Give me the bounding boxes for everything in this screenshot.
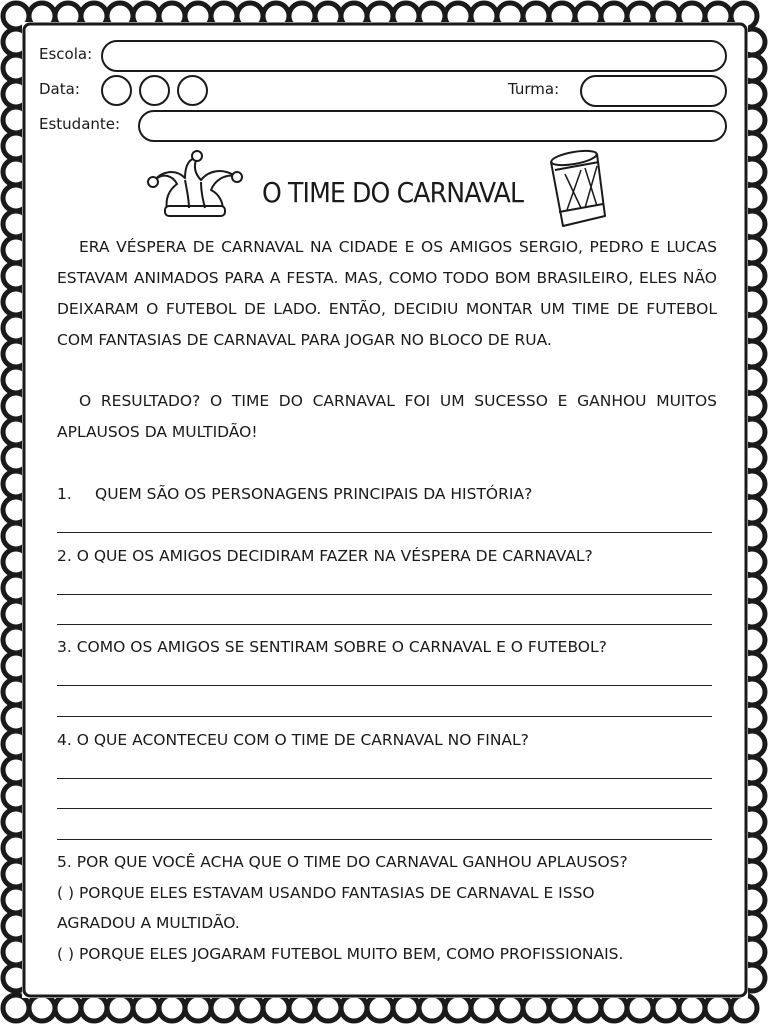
answer-line[interactable] (57, 808, 712, 809)
student-input[interactable] (138, 110, 727, 142)
border-scallop (289, 995, 315, 1021)
border-scallop (3, 995, 29, 1021)
student-label: Estudante: (39, 115, 121, 133)
story-paragraph-2: O RESULTADO? O TIME DO CARNAVAL FOI UM SUCESSO E GANHOU MUITOS APLAUSOS DA MULTIDÃO! (57, 392, 717, 441)
date-month-circle[interactable] (139, 75, 170, 106)
answer-line[interactable] (57, 716, 712, 717)
border-scallop (705, 995, 731, 1021)
border-scallop (419, 995, 445, 1021)
border-scallop (367, 995, 393, 1021)
school-input[interactable] (101, 40, 727, 72)
date-label: Data: (39, 80, 80, 98)
class-input[interactable] (580, 75, 727, 107)
date-day-circle[interactable] (101, 75, 132, 106)
border-scallop (601, 995, 627, 1021)
border-scallop (549, 995, 575, 1021)
question-5-option-1[interactable]: ( ) PORQUE ELES ESTAVAM USANDO FANTASIAS DE CARNAVAL E ISSO (57, 884, 595, 902)
border-scallop (731, 995, 757, 1021)
jester-hat-icon (145, 150, 245, 218)
question-3: 3. COMO OS AMIGOS SE SENTIRAM SOBRE O CARNAVAL E O FUTEBOL? (57, 638, 607, 656)
border-scallop (263, 995, 289, 1021)
border-scallop (315, 995, 341, 1021)
answer-line[interactable] (57, 685, 712, 686)
border-scallop (81, 995, 107, 1021)
question-1-number: 1. (57, 485, 72, 503)
answer-line[interactable] (57, 839, 712, 840)
border-scallop (471, 995, 497, 1021)
drum-icon (545, 148, 611, 230)
question-5-option-1-continued: AGRADOU A MULTIDÃO. (57, 914, 240, 932)
border-scallop (133, 995, 159, 1021)
story-paragraph-1: ERA VÉSPERA DE CARNAVAL NA CIDADE E OS AMIGOS SERGIO, PEDRO E LUCAS ESTAVAM ANIMADOS PARA A FESTA. MAS, COMO TODO BOM BRASILEIRO, ELES NÃO DEIXARAM O FUTEBOL DE LADO. ENTÃO, DECIDIU MONTAR UM TIME DE FUTEBOL COM FANTASIAS DE CARNAVAL PARA JOGAR NO BLOCO DE RUA. (57, 238, 717, 349)
answer-line[interactable] (57, 532, 712, 533)
border-scallop (159, 995, 185, 1021)
border-scallop (523, 995, 549, 1021)
date-year-circle[interactable] (177, 75, 208, 106)
border-scallop (211, 995, 237, 1021)
answer-line[interactable] (57, 594, 712, 595)
border-scallop (107, 995, 133, 1021)
border-scallop (55, 995, 81, 1021)
border-scallop (445, 995, 471, 1021)
page-title: O TIME DO CARNAVAL (262, 176, 524, 209)
question-4: 4. O QUE ACONTECEU COM O TIME DE CARNAVAL NO FINAL? (57, 731, 529, 749)
question-1: QUEM SÃO OS PERSONAGENS PRINCIPAIS DA HISTÓRIA? (95, 485, 533, 503)
question-2: 2. O QUE OS AMIGOS DECIDIRAM FAZER NA VÉSPERA DE CARNAVAL? (57, 547, 593, 565)
answer-line[interactable] (57, 778, 712, 779)
question-5-option-2[interactable]: ( ) PORQUE ELES JOGARAM FUTEBOL MUITO BEM, COMO PROFISSIONAIS. (57, 945, 624, 963)
answer-line[interactable] (57, 624, 712, 625)
class-label: Turma: (508, 80, 560, 98)
border-scallop (575, 995, 601, 1021)
border-scallop (679, 995, 705, 1021)
border-scallop (653, 995, 679, 1021)
question-5: 5. POR QUE VOCÊ ACHA QUE O TIME DO CARNAVAL GANHOU APLAUSOS? (57, 853, 628, 871)
border-scallop (627, 995, 653, 1021)
school-label: Escola: (39, 45, 93, 63)
border-scallop (497, 995, 523, 1021)
border-scallop (393, 995, 419, 1021)
border-scallop (341, 995, 367, 1021)
border-scallop (185, 995, 211, 1021)
border-scallop (29, 995, 55, 1021)
border-scallop (237, 995, 263, 1021)
